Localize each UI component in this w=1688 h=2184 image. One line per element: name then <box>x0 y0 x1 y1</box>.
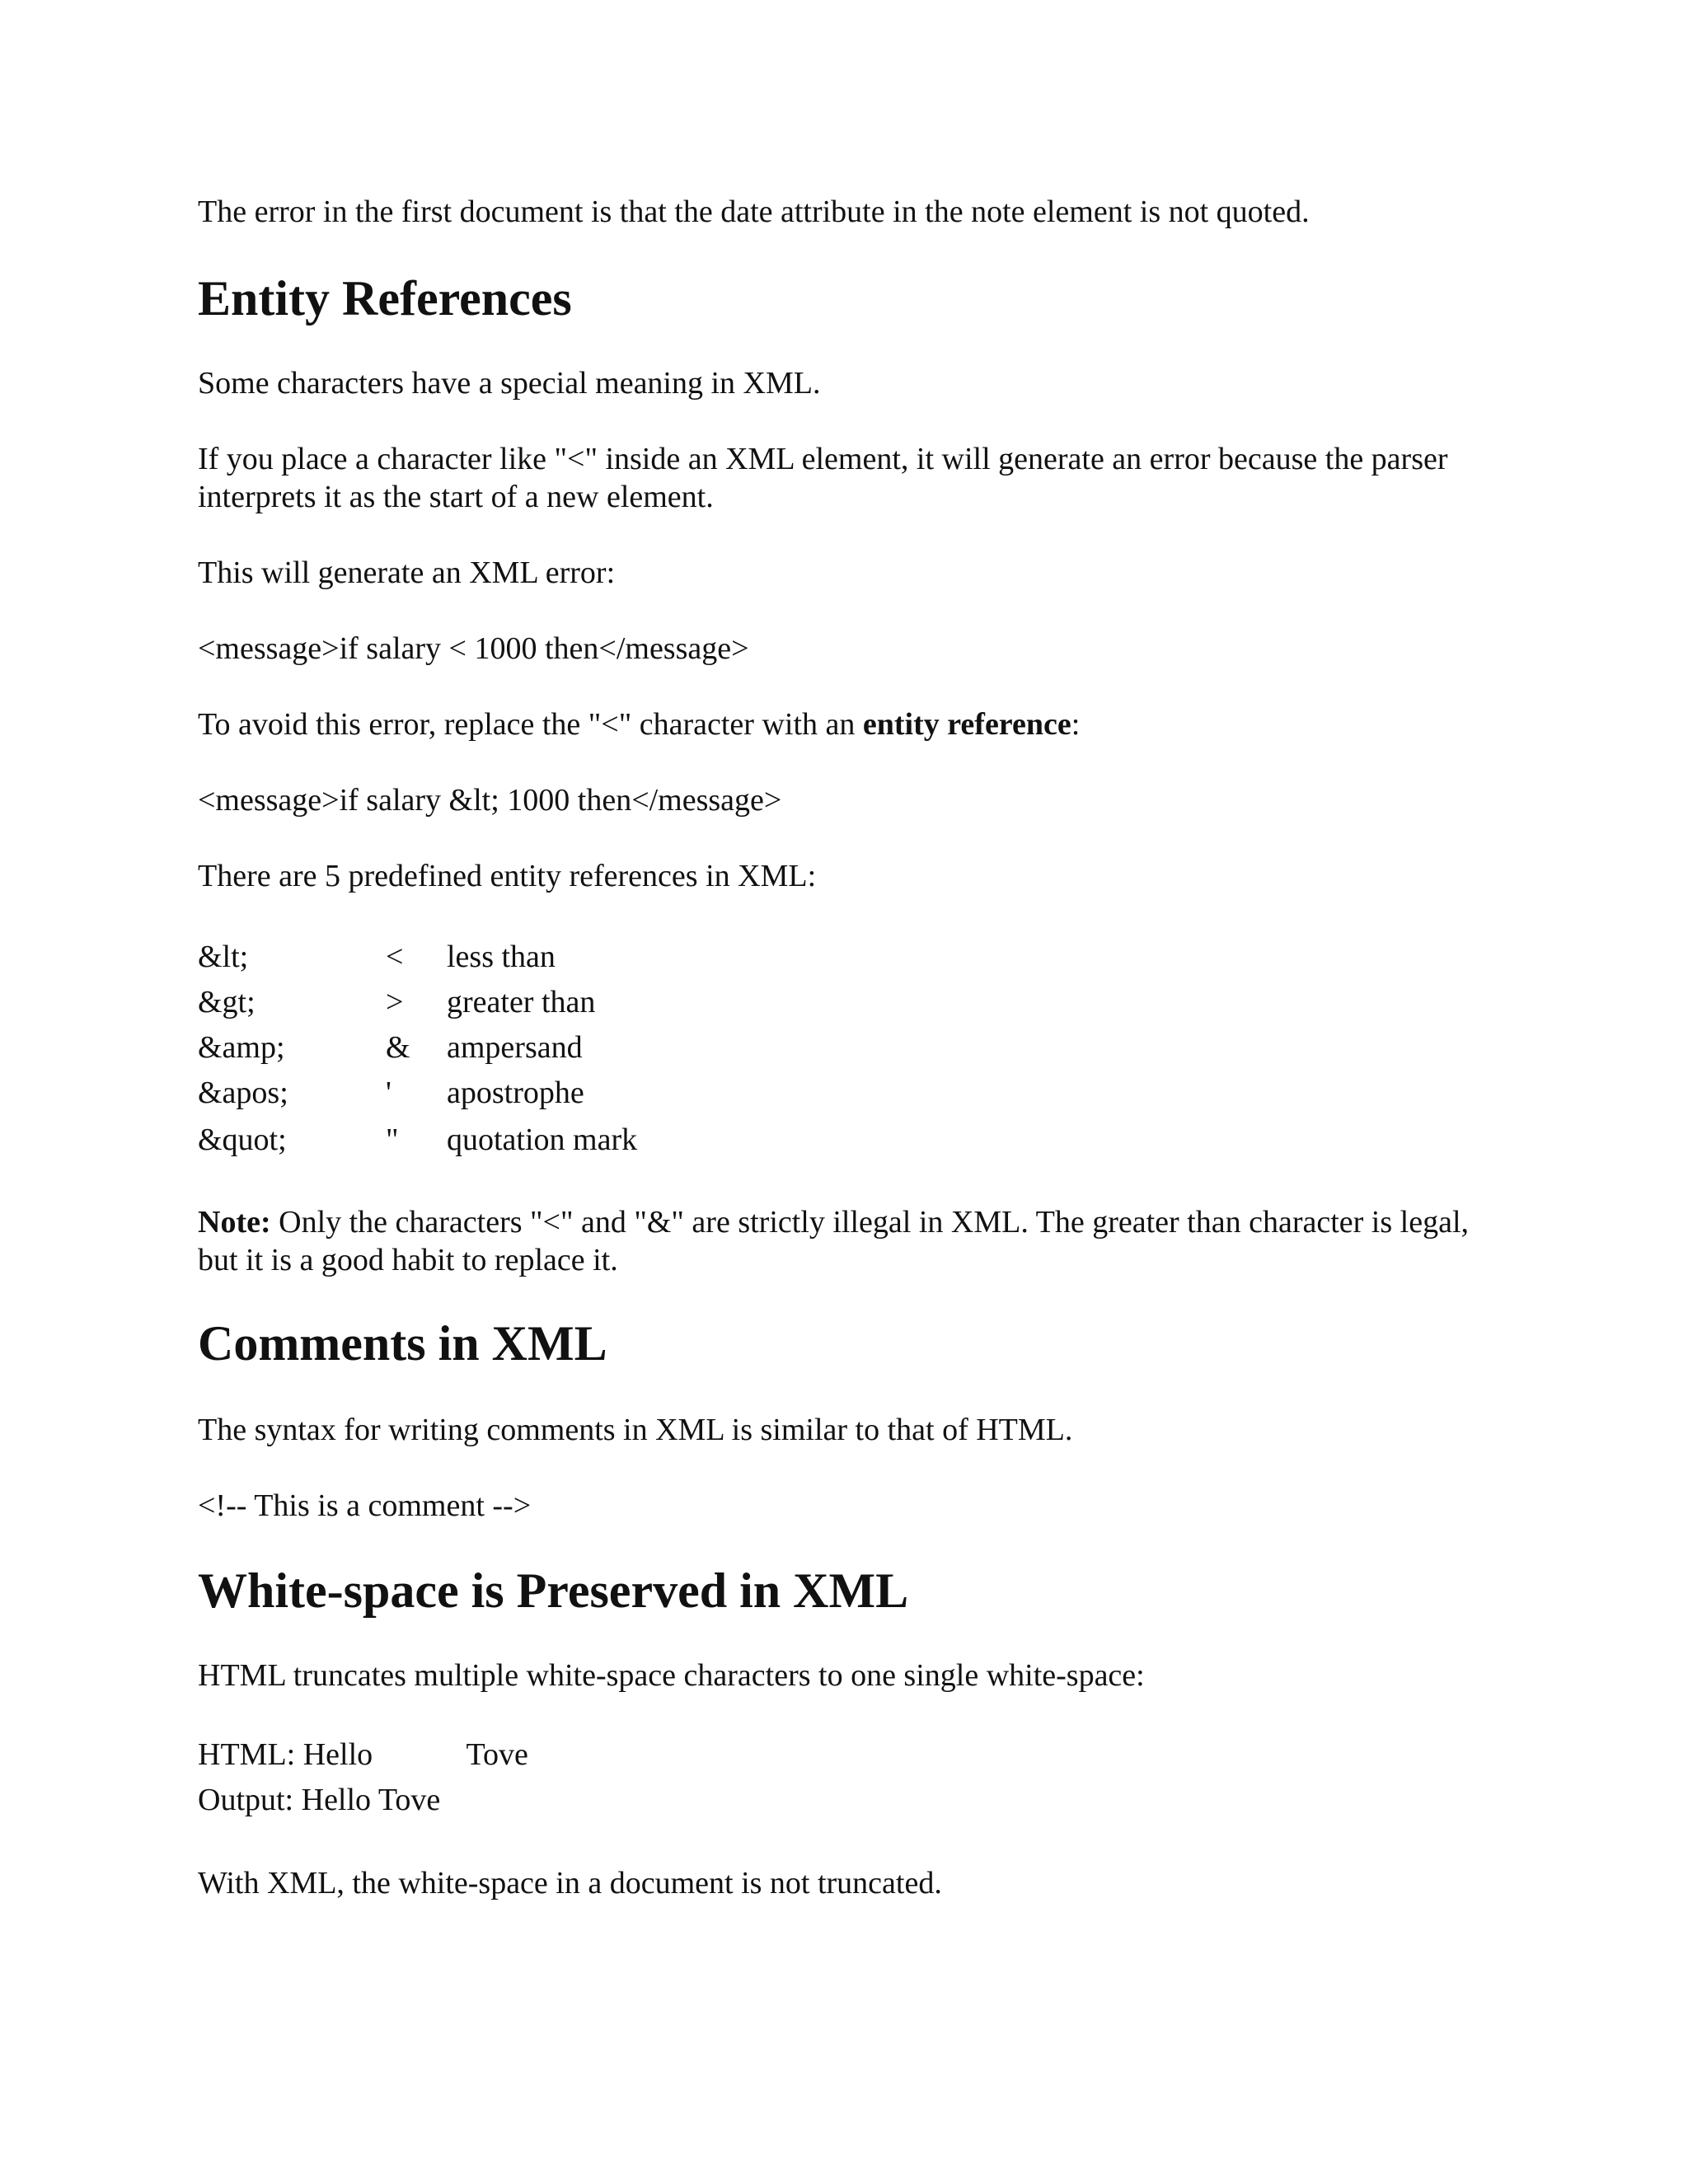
entity-char: " <box>386 1122 399 1157</box>
whitespace-html-line <box>198 1734 528 1775</box>
note-label: Note: <box>198 1205 271 1240</box>
avoid-text-before: To avoid this error, replace the "<" character with an <box>198 707 863 742</box>
avoid-text-after: : <box>1071 707 1081 742</box>
paragraph-with-xml: With XML, the white-space in a document is not truncated. <box>198 1866 942 1900</box>
paragraph-place-character: If you place a character like "<" inside an XML element, it will generate an error because the parser interprets it as the start of a new element. <box>198 442 1448 514</box>
whitespace-output-line <box>198 1779 440 1821</box>
paragraph-avoid-error <box>198 705 1484 743</box>
entity-ref: &gt; <box>198 985 256 1019</box>
heading-comments: Comments in XML <box>198 1316 607 1371</box>
entity-char: < <box>386 940 404 974</box>
whitespace-output-label: Output: <box>198 1783 294 1817</box>
entity-desc: quotation mark <box>447 1122 638 1157</box>
entity-ref: &apos; <box>198 1076 288 1110</box>
entity-ref: &quot; <box>198 1122 287 1157</box>
whitespace-html-label: HTML: <box>198 1737 296 1772</box>
paragraph-predefined: There are 5 predefined entity references in XML: <box>198 859 817 893</box>
entity-desc: less than <box>447 940 556 974</box>
entity-char: ' <box>386 1076 392 1110</box>
entity-reference-bold: entity reference <box>862 707 1071 742</box>
entity-desc: apostrophe <box>447 1076 584 1110</box>
entity-ref: &amp; <box>198 1030 285 1065</box>
heading-white-space: White-space is Preserved in XML <box>198 1563 909 1618</box>
paragraph-truncates: HTML truncates multiple white-space characters to one single white-space: <box>198 1658 1145 1693</box>
paragraph-error: The error in the first document is that the date attribute in the note element is not quoted. <box>198 194 1310 229</box>
entity-char: & <box>386 1030 410 1065</box>
heading-entity-references: Entity References <box>198 271 572 326</box>
entity-ref: &lt; <box>198 940 249 974</box>
paragraph-special-characters: Some characters have a special meaning in XML. <box>198 366 821 401</box>
code-example-bad: <message>if salary < 1000 then</message> <box>198 631 749 666</box>
note-text: Only the characters "<" and "&" are strictly illegal in XML. The greater than character is legal, but it is a good habit to replace it. <box>198 1205 1469 1277</box>
entity-char: > <box>386 985 404 1019</box>
paragraph-comment-syntax: The syntax for writing comments in XML is similar to that of HTML. <box>198 1413 1073 1447</box>
code-example-comment: <!-- This is a comment --> <box>198 1488 532 1523</box>
whitespace-html-value: Hello Tove <box>302 1737 528 1772</box>
entity-desc: greater than <box>447 985 596 1019</box>
whitespace-output-value: Hello Tove <box>301 1783 441 1817</box>
paragraph-note <box>198 1203 1484 1279</box>
code-example-good: <message>if salary &lt; 1000 then</message> <box>198 783 782 818</box>
entity-desc: ampersand <box>447 1030 583 1065</box>
paragraph-generate-error: This will generate an XML error: <box>198 555 616 590</box>
